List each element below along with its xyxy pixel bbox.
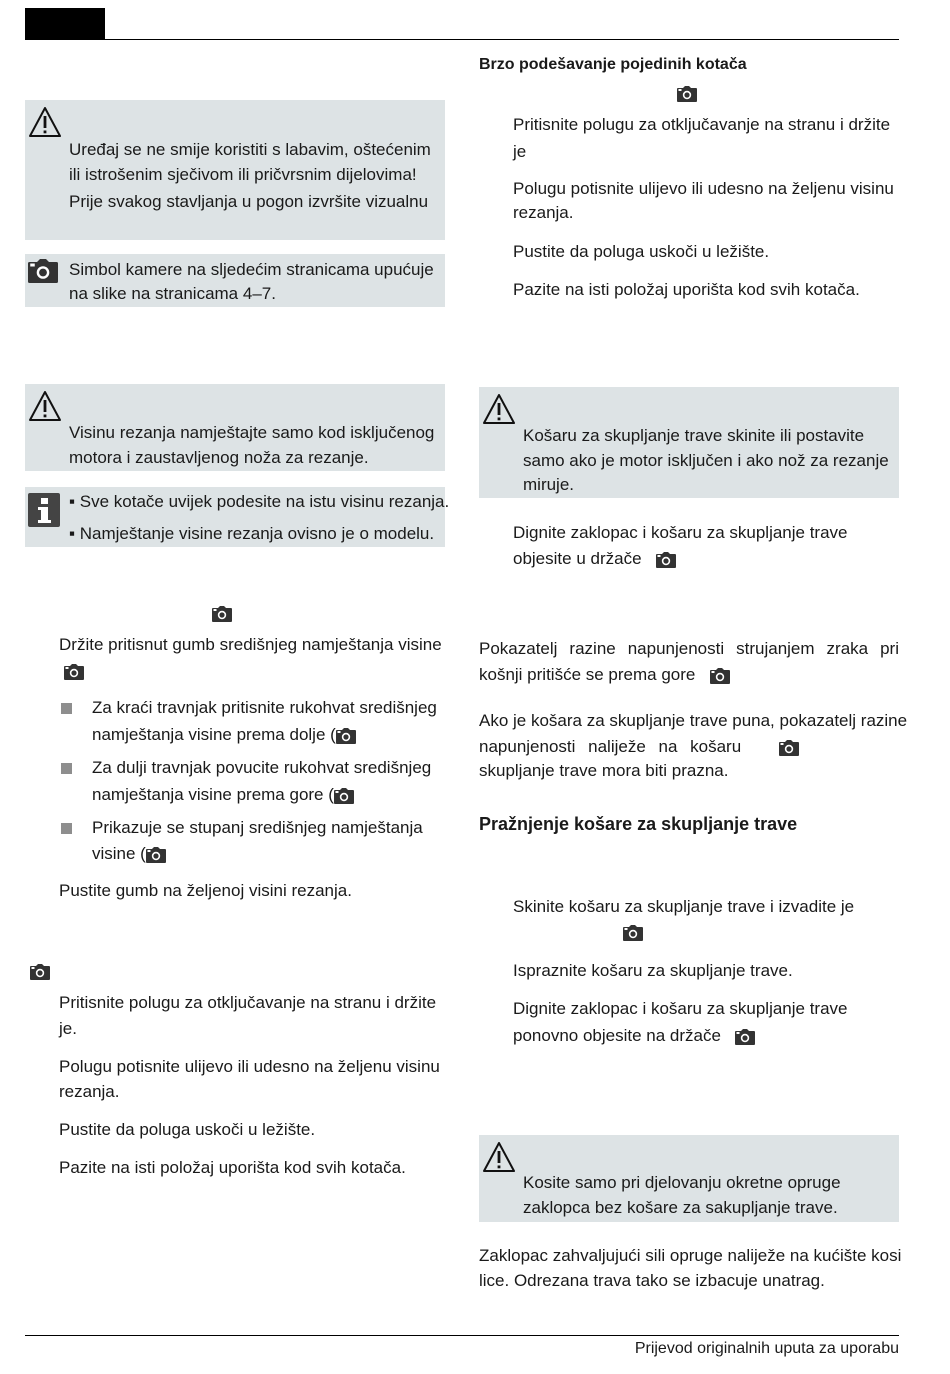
indicator-text: napunjenosti naliježe na košaru [479, 734, 799, 760]
camera-icon [623, 925, 643, 941]
lever-step-text: Polugu potisnite ulijevo ili udesno na željenu visinu [59, 1057, 440, 1076]
warning-text-line: zaklopca bez košare za sakupljanje trave. [523, 1198, 838, 1217]
indicator-text: Pokazatelj razine napunjenosti strujanjem zraka pri [479, 639, 899, 658]
central-step-text: Držite pritisnut gumb središnjeg namještanja visine [59, 635, 442, 654]
quick-step-text: Pazite na isti položaj uporišta kod svih kotača. [513, 280, 860, 299]
camera-icon [30, 964, 50, 980]
quick-step-text: Pritisnite polugu za otključavanje na stranu i držite [513, 115, 891, 134]
warning-text-line: Prije svakog stavljanja u pogon izvršite vizualnu [69, 192, 429, 211]
camera-note-box [25, 254, 445, 307]
camera-icon [64, 664, 84, 680]
camera-icon [212, 606, 232, 622]
warning-triangle-icon [482, 1141, 516, 1173]
attach-text: objesite u držače [513, 546, 676, 572]
camera-icon [336, 728, 356, 744]
warning-text-line: miruje. [523, 475, 575, 494]
indicator-text: košnji pritišće se prema gore [479, 662, 730, 688]
bullet-text-line: visine ( [92, 841, 166, 867]
quick-step-text: rezanja. [513, 203, 574, 222]
camera-note-line: Simbol kamere na sljedećim stranicama upućuje [69, 260, 434, 279]
camera-icon [677, 86, 697, 102]
header-black-tab [25, 8, 105, 40]
bullet-square [61, 823, 72, 834]
warning-text-line: Visinu rezanja namještajte samo kod isključenog [69, 423, 435, 442]
warning-text-line: samo ako je motor isključen i ako nož za rezanje [523, 451, 889, 470]
warning-triangle-icon [482, 393, 516, 425]
emptying-step-text: ponovno objesite na držače [513, 1023, 755, 1049]
lever-step-text: je. [59, 1019, 77, 1038]
camera-icon [146, 847, 166, 863]
info-icon [28, 493, 60, 527]
bullet-text-line: Za dulji travnjak povucite rukohvat središnjeg [92, 758, 432, 777]
camera-icon [735, 1029, 755, 1045]
indicator-text: Ako je košara za skupljanje trave puna, pokazatelj razine [479, 711, 908, 730]
info-box [25, 487, 450, 547]
central-step-text: Pustite gumb na željenoj visini rezanja. [59, 881, 352, 900]
warning-text-line: Kosite samo pri djelovanju okretne opruge [523, 1173, 841, 1192]
section-heading: Brzo podešavanje pojedinih kotača [479, 56, 747, 73]
info-item: ▪ Namještanje visine rezanja ovisno je o modelu. [69, 524, 435, 543]
attach-text: Dignite zaklopac i košaru za skupljanje trave [513, 523, 848, 542]
bullet-text-line: namještanja visine prema gore ( [92, 782, 354, 808]
quick-step-text: Polugu potisnite ulijevo ili udesno na željenu visinu [513, 179, 894, 198]
camera-icon [779, 740, 799, 756]
lever-step-text: Pustite da poluga uskoči u ležište. [59, 1120, 316, 1139]
warning-triangle-icon [28, 390, 62, 422]
warning-text-line: Košaru za skupljanje trave skinite ili postavite [523, 426, 865, 445]
quick-step-text: Pustite da poluga uskoči u ležište. [513, 242, 770, 261]
warning-triangle-icon [28, 106, 62, 138]
emptying-step-text: Ispraznite košaru za skupljanje trave. [513, 961, 793, 980]
header-rule [25, 39, 899, 40]
warning-text-line: Uređaj se ne smije koristiti s labavim, oštećenim [69, 140, 431, 159]
info-item: ▪ Sve kotače uvijek podesite na istu visinu rezanja. [69, 492, 450, 511]
bullet-text-line: Prikazuje se stupanj središnjeg namještanja [92, 818, 423, 837]
bullet-square [61, 703, 72, 714]
quick-step-text: je [513, 142, 527, 161]
warning-text-line: motora i zaustavljenog noža za rezanje. [69, 448, 369, 467]
camera-icon [334, 788, 354, 804]
camera-note-line: na slike na stranicama 4–7. [69, 284, 276, 303]
warning-box-blade [25, 100, 445, 240]
warning-text-line: ili istrošenim sječivom ili pričvrsnim dijelovima! [69, 165, 417, 184]
lever-step-text: Pazite na isti položaj uporišta kod svih kotača. [59, 1158, 406, 1177]
bullet-text-line: namještanja visine prema dolje ( [92, 722, 356, 748]
emptying-step-text: Skinite košaru za skupljanje trave i izvadite je [513, 897, 855, 916]
camera-icon [710, 668, 730, 684]
footer-text: Prijevod originalnih uputa za uporabu [634, 1340, 899, 1357]
indicator-text: skupljanje trave mora biti prazna. [479, 761, 729, 780]
bullet-square [61, 763, 72, 774]
lever-step-text: rezanja. [59, 1082, 120, 1101]
lever-step-text: Pritisnite polugu za otključavanje na stranu i držite [59, 993, 437, 1012]
flap-text: Zaklopac zahvaljujući sili opruge naliježe na kućište kosi [479, 1246, 902, 1265]
camera-icon [26, 259, 60, 283]
flap-text: lice. Odrezana trava tako se izbacuje unatrag. [479, 1271, 825, 1290]
section-heading: Pražnjenje košare za skupljanje trave [479, 814, 798, 834]
warning-box-cutting-height [25, 384, 445, 471]
bullet-text-line: Za kraći travnjak pritisnite rukohvat središnjeg [92, 698, 437, 717]
warning-box-grass-catcher [479, 387, 899, 498]
warning-box-mulching [479, 1135, 899, 1222]
emptying-step-text: Dignite zaklopac i košaru za skupljanje trave [513, 999, 848, 1018]
camera-icon [656, 552, 676, 568]
